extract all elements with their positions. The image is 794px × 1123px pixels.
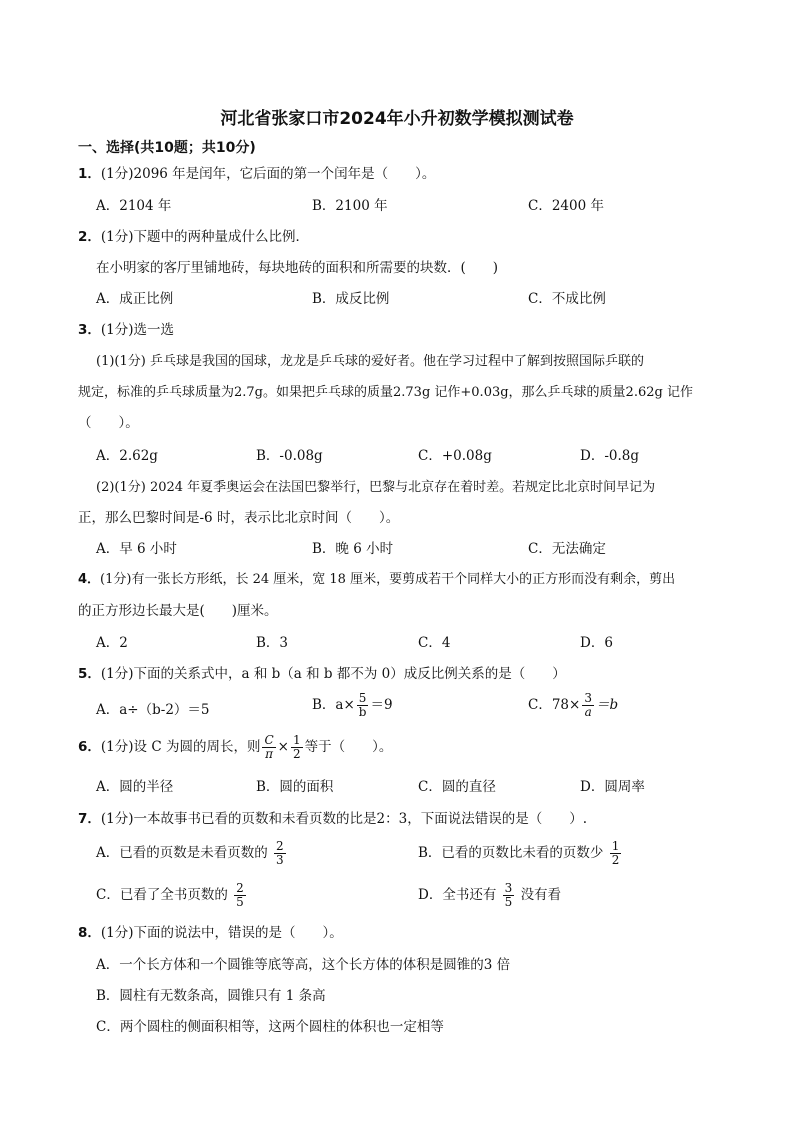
question-number: 3．	[78, 322, 101, 338]
fraction-numerator: 3	[584, 691, 592, 705]
fraction-denominator: 2	[292, 747, 301, 761]
q8-option-b: B．圆柱有无数条高，圆锥只有 1 条高	[96, 988, 326, 1004]
option-text: A．已看的页数是未看页数的	[96, 845, 268, 861]
fraction	[503, 882, 515, 909]
option-text: B．已看的页数比未看的页数少	[418, 845, 604, 861]
fraction	[234, 882, 246, 909]
option-suffix: ＝b	[595, 697, 619, 713]
q6-option-b: B．圆的面积	[256, 779, 334, 795]
q3-sub1-line2: 规定，标准的乒乓球质量为2.7g。如果把乒乓球的质量2.73g 记作+0.03g，那么乒乓球的质量2.62g 记作	[78, 385, 693, 400]
fraction	[262, 734, 275, 761]
option-suffix: ＝9	[370, 697, 393, 713]
fraction-numerator: 5	[358, 691, 367, 705]
fraction	[610, 840, 622, 867]
q5-option-c	[528, 692, 618, 719]
times-sign: ×	[277, 739, 289, 755]
fraction-denominator: 5	[236, 895, 244, 909]
q3-sub1-option-c: C．+0.08g	[418, 448, 492, 464]
q4-option-c: C．4	[418, 635, 451, 651]
question-number: 2．	[78, 229, 101, 245]
q8-option-a: A．一个长方体和一个圆锥等底等高，这个长方体的体积是圆锥的3 倍	[96, 957, 511, 973]
fraction-denominator: a	[584, 705, 592, 719]
option-suffix: 没有看	[520, 887, 562, 903]
q8-option-c: C．两个圆柱的侧面积相等，这两个圆柱的体积也一定相等	[96, 1019, 444, 1035]
question-6	[78, 734, 392, 761]
q5-option-a: A．a÷（b-2）＝5	[96, 702, 210, 718]
question-number: 6．	[78, 739, 101, 755]
fraction	[357, 692, 369, 719]
question-4	[78, 570, 675, 590]
question-8	[78, 923, 343, 943]
fraction-denominator: 5	[504, 895, 513, 909]
question-text: 2096 年是闰年，它后面的第一个闰年是（ ）。	[133, 166, 436, 182]
q5-option-b	[312, 692, 393, 719]
fraction-denominator: 3	[276, 853, 284, 867]
page-title: 河北省张家口市2024年小升初数学模拟测试卷	[220, 109, 574, 129]
question-number: 5．	[78, 666, 101, 682]
option-text: D．全书还有	[418, 887, 497, 903]
fraction	[582, 692, 594, 719]
q3-sub2-line1: (2)(1分) 2024 年夏季奥运会在法国巴黎举行，巴黎与北京存在着时差。若规定比北京时间早记为	[96, 480, 656, 495]
fraction-numerator: 1	[611, 839, 620, 853]
fraction	[274, 840, 286, 867]
question-text-end: 等于（ ）。	[304, 739, 393, 755]
q3-sub2-option-a: A．早 6 小时	[96, 541, 177, 557]
q2-option-b: B．成反比例	[312, 291, 390, 307]
option-prefix: C．78×	[528, 697, 581, 713]
fraction-numerator: 1	[292, 733, 301, 747]
q6-option-a: A．圆的半径	[96, 779, 174, 795]
q6-option-c: C．圆的直径	[418, 779, 496, 795]
question-number: 7．	[78, 811, 101, 827]
fraction-numerator: 2	[236, 881, 244, 895]
question-2-detail: 在小明家的客厅里铺地砖，每块地砖的面积和所需要的块数．( )	[96, 260, 499, 276]
q7-option-a	[96, 840, 288, 867]
q6-option-d: D．圆周率	[580, 779, 645, 795]
question-score: (1分)	[100, 572, 132, 587]
fraction-numerator: 3	[504, 881, 513, 895]
q1-option-b: B．2100 年	[312, 198, 388, 214]
q2-option-a: A．成正比例	[96, 291, 174, 307]
question-5	[78, 664, 566, 684]
q2-option-c: C．不成比例	[528, 291, 606, 307]
option-text: C．已看了全书页数的	[96, 887, 228, 903]
q1-option-a: A．2104 年	[96, 198, 172, 214]
question-score: (1分)	[100, 739, 134, 755]
question-2	[78, 227, 309, 247]
q3-sub2-option-b: B．晚 6 小时	[312, 541, 394, 557]
q3-sub1-option-d: D．-0.8g	[580, 448, 639, 464]
section-heading: 一、选择(共10题；共10分)	[78, 140, 256, 156]
question-score: (1分)	[100, 666, 134, 682]
question-text: 有一张长方形纸，长 24 厘米，宽 18 厘米，要剪成若干个同样大小的正方形而没有剩余，剪出	[131, 572, 676, 587]
fraction-numerator: C	[264, 733, 274, 747]
question-text: 下题中的两种量成什么比例．	[133, 229, 310, 245]
question-4-detail: 的正方形边长最大是( )厘米。	[78, 603, 278, 619]
fraction-denominator: π	[265, 747, 273, 761]
question-text: 设 C 为圆的周长，则	[133, 739, 261, 755]
q4-option-b: B．3	[256, 635, 289, 651]
q4-option-d: D．6	[580, 635, 613, 651]
q3-sub1-line3: （ ）。	[78, 415, 139, 431]
question-score: (1分)	[100, 229, 134, 245]
option-prefix: B．a×	[312, 697, 355, 713]
q7-option-d	[418, 882, 561, 909]
q3-sub2-option-c: C．无法确定	[528, 541, 606, 557]
question-1	[78, 164, 435, 184]
q7-option-c	[96, 882, 248, 909]
q1-option-c: C．2400 年	[528, 198, 604, 214]
question-text: 下面的说法中，错误的是（ ）。	[133, 925, 343, 941]
q3-sub1-option-a: A．2.62g	[96, 448, 158, 464]
question-number: 1．	[78, 166, 101, 182]
question-text: 一本故事书已看的页数和未看页数的比是2：3，下面说法错误的是（ ）.	[133, 811, 587, 827]
fraction-denominator: 2	[611, 853, 620, 867]
fraction-numerator: 2	[276, 839, 284, 853]
q3-sub1-line1: (1)(1分) 乒乓球是我国的国球，龙龙是乒乓球的爱好者。他在学习过程中了解到按照国际乒联的	[96, 354, 644, 369]
q3-sub1-option-b: B．-0.08g	[256, 448, 323, 464]
q4-option-a: A．2	[96, 635, 128, 651]
question-text: 下面的关系式中，a 和 b（a 和 b 都不为 0）成反比例关系的是（ ）	[133, 666, 566, 682]
question-text: 选一选	[133, 322, 175, 338]
question-score: (1分)	[100, 811, 134, 827]
question-score: (1分)	[100, 322, 134, 338]
q7-option-b	[418, 840, 623, 867]
fraction	[291, 734, 303, 761]
question-score: (1分)	[100, 166, 134, 182]
question-3	[78, 320, 174, 340]
question-number: 8．	[78, 925, 101, 941]
question-score: (1分)	[100, 925, 134, 941]
q3-sub2-line2: 正，那么巴黎时间是-6 时，表示比北京时间（ ）。	[78, 510, 400, 526]
fraction-denominator: b	[358, 705, 367, 719]
question-number: 4．	[78, 572, 101, 587]
question-7	[78, 809, 587, 829]
